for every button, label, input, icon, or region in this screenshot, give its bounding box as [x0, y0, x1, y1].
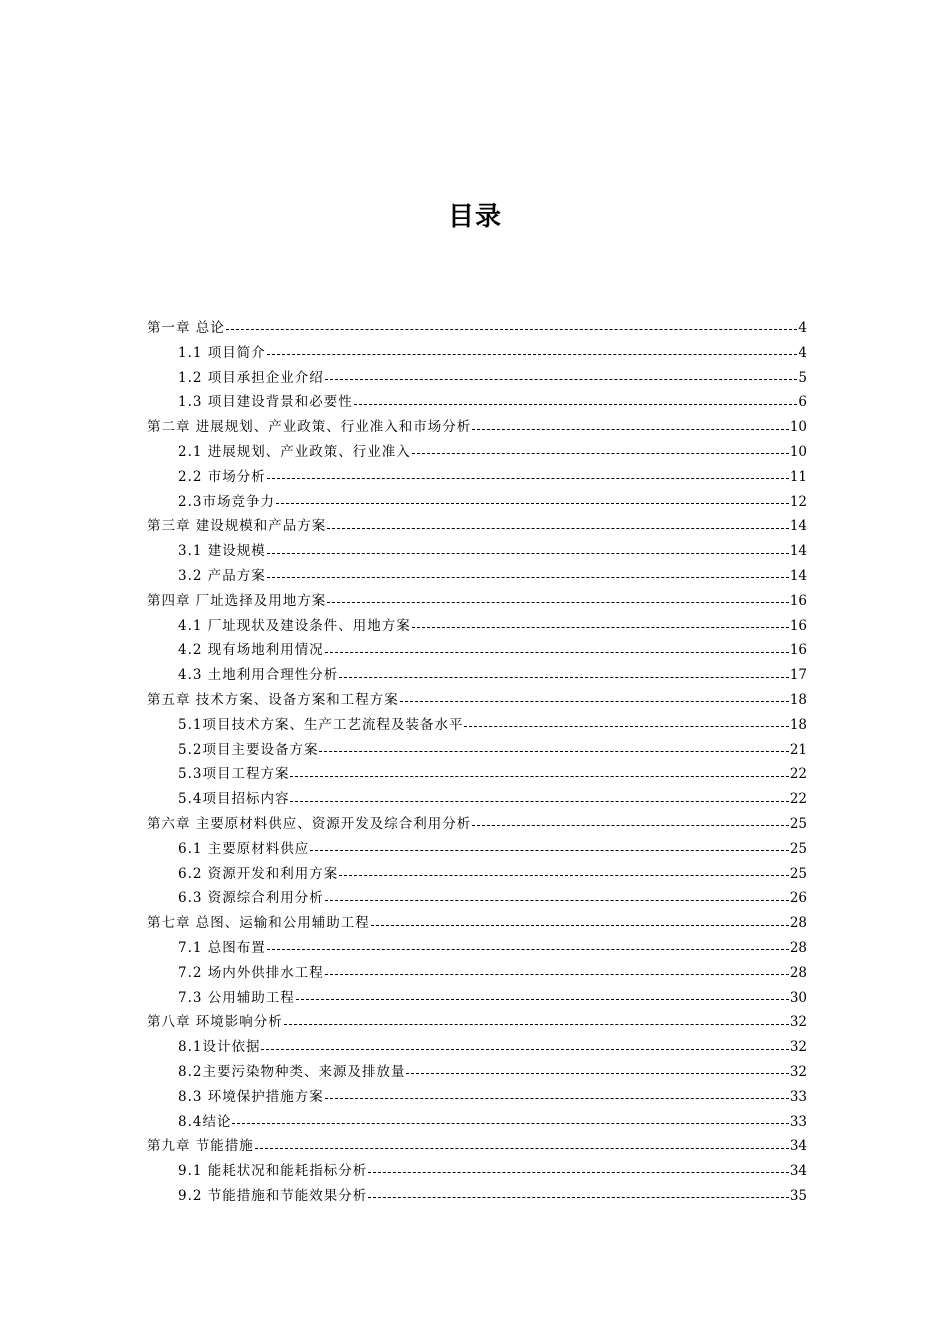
toc-chapter-entry[interactable] — [147, 688, 807, 713]
toc-entry-label: 第一章 总论 — [147, 320, 225, 336]
toc-dot-leader — [284, 1023, 789, 1025]
toc-entry-label: 3.2 产品方案 — [178, 567, 266, 584]
toc-chapter-entry[interactable] — [147, 812, 807, 837]
toc-entry-label: 7.1 总图布置 — [178, 939, 266, 956]
toc-entry-label: 第三章 建设规模和产品方案 — [147, 518, 327, 535]
toc-dot-leader — [464, 725, 788, 727]
toc-page-number: 25 — [789, 815, 807, 832]
toc-dot-leader — [267, 477, 789, 479]
toc-dot-leader — [472, 428, 789, 430]
toc-entry-label: 2.2 市场分析 — [178, 468, 266, 485]
toc-entry-label: 9.2 节能措施和节能效果分析 — [178, 1187, 368, 1204]
toc-page-number: 18 — [789, 691, 807, 708]
toc-section-entry[interactable] — [147, 1184, 807, 1209]
table-of-contents — [147, 316, 807, 1209]
toc-section-entry[interactable] — [147, 837, 807, 862]
toc-page-number: 11 — [789, 468, 807, 485]
toc-page-number: 17 — [789, 667, 807, 684]
toc-chapter-entry[interactable] — [147, 911, 807, 936]
toc-section-entry[interactable] — [147, 1035, 807, 1060]
toc-entry-label: 8.1设计依据 — [178, 1039, 261, 1056]
toc-dot-leader — [406, 1072, 788, 1074]
toc-section-entry[interactable] — [147, 1159, 807, 1184]
toc-page-number: 30 — [789, 989, 807, 1006]
toc-entry-label: 9.1 能耗状况和能耗指标分析 — [178, 1163, 368, 1180]
toc-section-entry[interactable] — [147, 663, 807, 688]
toc-entry-label: 5.4项目招标内容 — [178, 791, 290, 808]
toc-dot-leader — [325, 378, 798, 380]
toc-dot-leader — [368, 1171, 789, 1173]
toc-dot-leader — [255, 1147, 789, 1149]
toc-page-number: 28 — [789, 964, 807, 981]
toc-chapter-entry[interactable] — [147, 415, 807, 440]
toc-dot-leader — [296, 998, 789, 1000]
toc-entry-label: 1.3 项目建设背景和必要性 — [178, 394, 353, 411]
toc-page-number: 10 — [789, 419, 807, 436]
toc-page-number: 32 — [789, 1063, 807, 1080]
toc-page-number: 22 — [789, 766, 807, 783]
toc-page-number: 16 — [789, 617, 807, 634]
toc-page-number: 18 — [789, 716, 807, 733]
toc-section-entry[interactable] — [147, 539, 807, 564]
toc-entry-label: 第七章 总图、运输和公用辅助工程 — [147, 915, 370, 932]
toc-section-entry[interactable] — [147, 787, 807, 812]
toc-page-number: 4 — [798, 344, 807, 361]
toc-dot-leader — [339, 874, 789, 876]
toc-entry-label: 4.2 现有场地利用情况 — [178, 642, 324, 659]
toc-chapter-entry[interactable] — [147, 514, 807, 539]
toc-dot-leader — [327, 527, 789, 529]
toc-dot-leader — [290, 775, 788, 777]
toc-dot-leader — [267, 353, 798, 355]
toc-dot-leader — [261, 1048, 788, 1050]
toc-section-entry[interactable] — [147, 1060, 807, 1085]
toc-section-entry[interactable] — [147, 1085, 807, 1110]
toc-dot-leader — [325, 899, 789, 901]
toc-dot-leader — [226, 328, 798, 330]
toc-page-number: 16 — [789, 642, 807, 659]
toc-section-entry[interactable] — [147, 490, 807, 515]
toc-section-entry[interactable] — [147, 638, 807, 663]
toc-entry-label: 5.2项目主要设备方案 — [178, 741, 319, 758]
toc-dot-leader — [319, 750, 788, 752]
toc-page-number: 34 — [789, 1163, 807, 1180]
toc-section-entry[interactable] — [147, 614, 807, 639]
toc-page-number: 4 — [798, 320, 807, 336]
toc-section-entry[interactable] — [147, 366, 807, 391]
toc-dot-leader — [325, 651, 789, 653]
toc-page-number: 26 — [789, 890, 807, 907]
toc-entry-label: 第九章 节能措施 — [147, 1138, 254, 1155]
toc-entry-label: 8.4结论 — [178, 1113, 232, 1130]
toc-entry-label: 6.1 主要原材料供应 — [178, 840, 310, 857]
toc-section-entry[interactable] — [147, 762, 807, 787]
toc-dot-leader — [371, 924, 789, 926]
toc-section-entry[interactable] — [147, 713, 807, 738]
toc-entry-label: 1.2 项目承担企业介绍 — [178, 369, 324, 386]
toc-entry-label: 4.1 厂址现状及建设条件、用地方案 — [178, 617, 411, 634]
toc-page-number: 35 — [789, 1187, 807, 1204]
toc-entry-label: 2.3市场竞争力 — [178, 493, 275, 510]
toc-dot-leader — [327, 601, 789, 603]
toc-dot-leader — [354, 403, 798, 405]
toc-dot-leader — [325, 1097, 789, 1099]
toc-section-entry[interactable] — [147, 986, 807, 1011]
toc-section-entry[interactable] — [147, 1110, 807, 1135]
toc-dot-leader — [412, 452, 789, 454]
toc-dot-leader — [267, 576, 789, 578]
toc-entry-label: 7.2 场内外供排水工程 — [178, 964, 324, 981]
toc-entry-label: 5.3项目工程方案 — [178, 766, 290, 783]
toc-entry-label: 第二章 进展规划、产业政策、行业准入和市场分析 — [147, 419, 472, 436]
toc-section-entry[interactable] — [147, 390, 807, 415]
toc-page-number: 21 — [789, 741, 807, 758]
toc-chapter-entry[interactable] — [147, 1010, 807, 1035]
toc-page-number: 5 — [798, 369, 807, 386]
toc-page-number: 25 — [789, 865, 807, 882]
toc-page-number: 16 — [789, 592, 807, 609]
toc-section-entry[interactable] — [147, 564, 807, 589]
toc-entry-label: 6.3 资源综合利用分析 — [178, 890, 324, 907]
toc-page-number: 33 — [789, 1088, 807, 1105]
toc-section-entry[interactable] — [147, 862, 807, 887]
toc-chapter-entry[interactable] — [147, 316, 807, 341]
toc-dot-leader — [368, 1196, 789, 1198]
toc-page-number: 14 — [789, 543, 807, 560]
toc-section-entry[interactable] — [147, 936, 807, 961]
toc-dot-leader — [267, 948, 789, 950]
toc-entry-label: 第五章 技术方案、设备方案和工程方案 — [147, 691, 399, 708]
toc-entry-label: 7.3 公用辅助工程 — [178, 989, 295, 1006]
toc-entry-label: 5.1项目技术方案、生产工艺流程及装备水平 — [178, 716, 464, 733]
toc-page-number: 22 — [789, 791, 807, 808]
toc-section-entry[interactable] — [147, 465, 807, 490]
toc-dot-leader — [290, 800, 788, 802]
toc-page-number: 28 — [789, 915, 807, 932]
toc-dot-leader — [339, 676, 789, 678]
toc-section-entry[interactable] — [147, 886, 807, 911]
toc-dot-leader — [276, 502, 789, 504]
toc-entry-label: 8.2主要污染物种类、来源及排放量 — [178, 1063, 406, 1080]
toc-page-number: 14 — [789, 567, 807, 584]
toc-dot-leader — [325, 973, 789, 975]
toc-section-entry[interactable] — [147, 738, 807, 763]
toc-entry-label: 第八章 环境影响分析 — [147, 1014, 283, 1031]
toc-entry-label: 3.1 建设规模 — [178, 543, 266, 560]
toc-entry-label: 6.2 资源开发和利用方案 — [178, 865, 339, 882]
toc-section-entry[interactable] — [147, 961, 807, 986]
toc-entry-label: 8.3 环境保护措施方案 — [178, 1088, 324, 1105]
toc-entry-label: 2.1 进展规划、产业政策、行业准入 — [178, 443, 411, 460]
toc-page-number: 10 — [789, 443, 807, 460]
toc-page-number: 14 — [789, 518, 807, 535]
toc-dot-leader — [412, 626, 789, 628]
toc-page-number: 33 — [789, 1113, 807, 1130]
toc-dot-leader — [267, 552, 789, 554]
toc-page-number: 32 — [789, 1014, 807, 1031]
toc-page-number: 28 — [789, 939, 807, 956]
toc-entry-label: 第六章 主要原材料供应、资源开发及综合利用分析 — [147, 815, 472, 832]
toc-entry-label: 1.1 项目简介 — [178, 344, 266, 361]
toc-entry-label: 4.3 土地利用合理性分析 — [178, 667, 339, 684]
toc-page-number: 6 — [798, 394, 807, 411]
toc-page-number: 32 — [789, 1039, 807, 1056]
toc-page-number: 25 — [789, 840, 807, 857]
toc-chapter-entry[interactable] — [147, 1134, 807, 1159]
toc-entry-label: 第四章 厂址选择及用地方案 — [147, 592, 327, 609]
toc-dot-leader — [310, 849, 789, 851]
toc-page-number: 34 — [789, 1138, 807, 1155]
toc-section-entry[interactable] — [147, 341, 807, 366]
toc-chapter-entry[interactable] — [147, 589, 807, 614]
page-title: 目录 — [447, 202, 502, 232]
toc-dot-leader — [232, 1122, 788, 1124]
toc-dot-leader — [472, 824, 789, 826]
toc-section-entry[interactable] — [147, 440, 807, 465]
toc-page-number: 12 — [789, 493, 807, 510]
toc-dot-leader — [400, 700, 789, 702]
